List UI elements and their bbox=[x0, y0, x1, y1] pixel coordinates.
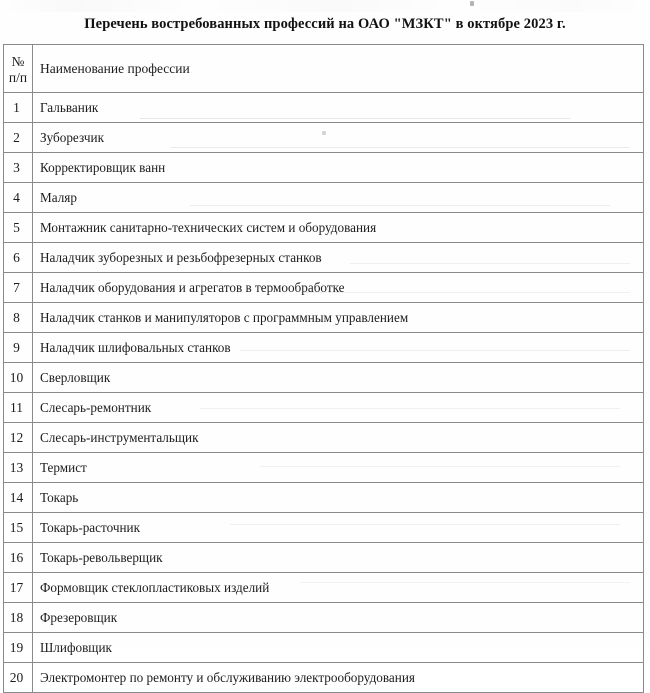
profession-name: Зуборезчик bbox=[33, 123, 644, 153]
scan-noise-band bbox=[0, 0, 650, 12]
table-row bbox=[4, 513, 644, 543]
table-body bbox=[4, 93, 644, 693]
column-header-number bbox=[4, 45, 33, 93]
profession-name: Токарь-расточник bbox=[33, 513, 644, 543]
profession-name: Термист bbox=[33, 453, 644, 483]
row-number: 15 bbox=[4, 513, 33, 543]
table-row bbox=[4, 453, 644, 483]
profession-name: Токарь-револьверщик bbox=[33, 543, 644, 573]
profession-name: Наладчик шлифовальных станков bbox=[33, 333, 644, 363]
column-header-profession: Наименование профессии bbox=[33, 45, 644, 93]
profession-name: Токарь bbox=[33, 483, 644, 513]
row-number: 14 bbox=[4, 483, 33, 513]
profession-name: Слесарь-ремонтник bbox=[33, 393, 644, 423]
table-row bbox=[4, 633, 644, 663]
row-number: 20 bbox=[4, 663, 33, 693]
profession-name: Фрезеровщик bbox=[33, 603, 644, 633]
table-row bbox=[4, 603, 644, 633]
table-row bbox=[4, 303, 644, 333]
row-number: 4 bbox=[4, 183, 33, 213]
row-number: 3 bbox=[4, 153, 33, 183]
table-row bbox=[4, 483, 644, 513]
table-row bbox=[4, 663, 644, 693]
row-number: 17 bbox=[4, 573, 33, 603]
row-number: 10 bbox=[4, 363, 33, 393]
profession-name: Формовщик стеклопластиковых изделий bbox=[33, 573, 644, 603]
row-number: 6 bbox=[4, 243, 33, 273]
table-row bbox=[4, 123, 644, 153]
row-number: 11 bbox=[4, 393, 33, 423]
table-row bbox=[4, 153, 644, 183]
table-row bbox=[4, 183, 644, 213]
row-number: 16 bbox=[4, 543, 33, 573]
profession-name: Наладчик станков и манипуляторов с программным управлением bbox=[33, 303, 644, 333]
row-number: 7 bbox=[4, 273, 33, 303]
scan-speck-artifact bbox=[322, 131, 326, 135]
professions-table-wrapper bbox=[3, 44, 643, 693]
row-number: 1 bbox=[4, 93, 33, 123]
row-number: 5 bbox=[4, 213, 33, 243]
table-row bbox=[4, 333, 644, 363]
professions-table bbox=[3, 44, 644, 693]
row-number: 19 bbox=[4, 633, 33, 663]
row-number: 9 bbox=[4, 333, 33, 363]
table-header-row bbox=[4, 45, 644, 93]
profession-name: Слесарь-инструментальщик bbox=[33, 423, 644, 453]
page-title: Перечень востребованных профессий на ОАО "МЗКТ" в октябре 2023 г. bbox=[84, 16, 566, 32]
profession-name: Гальваник bbox=[33, 93, 644, 123]
table-row bbox=[4, 573, 644, 603]
profession-name: Шлифовщик bbox=[33, 633, 644, 663]
table-row bbox=[4, 423, 644, 453]
table-header bbox=[4, 45, 644, 93]
scan-speck-artifact bbox=[470, 1, 474, 6]
row-number: 12 bbox=[4, 423, 33, 453]
column-header-number-line2: п/п bbox=[8, 69, 28, 85]
profession-name: Корректировщик ванн bbox=[33, 153, 644, 183]
row-number: 13 bbox=[4, 453, 33, 483]
table-row bbox=[4, 273, 644, 303]
profession-name: Маляр bbox=[33, 183, 644, 213]
table-row bbox=[4, 363, 644, 393]
table-row bbox=[4, 243, 644, 273]
profession-name: Наладчик оборудования и агрегатов в термообработке bbox=[33, 273, 644, 303]
column-header-number-line1: № bbox=[11, 54, 25, 70]
table-row bbox=[4, 393, 644, 423]
profession-name: Сверловщик bbox=[33, 363, 644, 393]
table-row bbox=[4, 93, 644, 123]
table-row bbox=[4, 213, 644, 243]
profession-name: Наладчик зуборезных и резьбофрезерных станков bbox=[33, 243, 644, 273]
profession-name: Монтажник санитарно-технических систем и оборудования bbox=[33, 213, 644, 243]
row-number: 18 bbox=[4, 603, 33, 633]
row-number: 8 bbox=[4, 303, 33, 333]
table-row bbox=[4, 543, 644, 573]
row-number: 2 bbox=[4, 123, 33, 153]
profession-name: Электромонтер по ремонту и обслуживанию электрооборудования bbox=[33, 663, 644, 693]
